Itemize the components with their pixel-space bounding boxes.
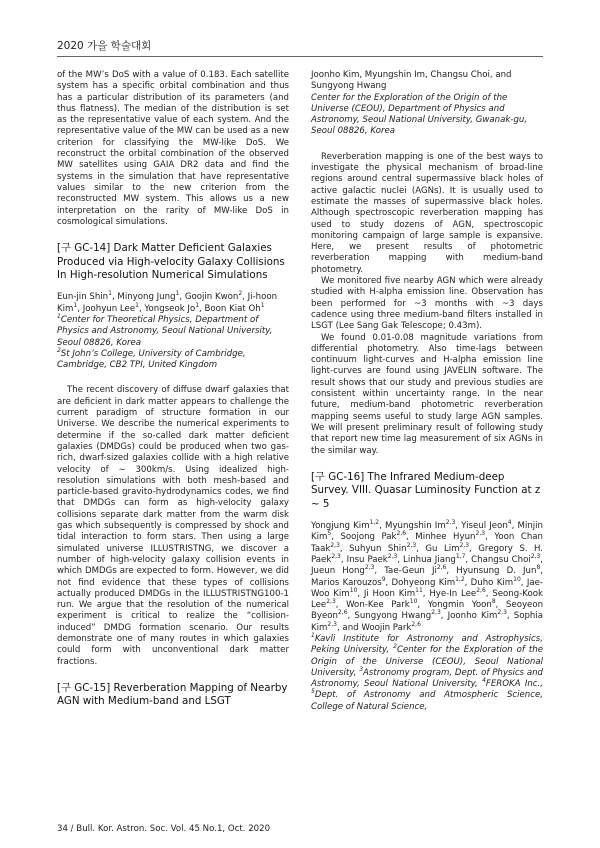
author-name-text: Sungyong Hwang (354, 611, 432, 622)
author-affil-sup: 2,3 (327, 620, 337, 628)
author-affil-sup: 2,3 (431, 609, 441, 617)
author-affil-sup: 1 (175, 290, 180, 298)
author-name (342, 620, 421, 633)
gc14-affil-2 (57, 349, 289, 372)
affil-sup: 3 (359, 666, 364, 674)
author-name-text: Yoon Chan Taak (311, 532, 544, 554)
author-name-text: Yongjung Kim (311, 521, 370, 532)
author-affil-sup: 1 (195, 301, 200, 309)
affil-text: Center for the Exploration of the Origin of the Universe (CEOU), Seoul National University, (311, 645, 543, 678)
author-name-text: Ji Hoon Kim (363, 588, 416, 599)
gc15-title: [구 GC-15] Reverberation Mapping of Nearby AGN with Medium-band and LSGT (57, 681, 288, 708)
author-affil-sup: 2 (238, 290, 243, 298)
page-footer: 34 / Bull. Kor. Astron. Soc. Vol. 45 No.1, Oct. 2020 (57, 824, 271, 834)
author-name (204, 301, 265, 314)
author-name-text: Ji-hoon Kim (57, 292, 278, 314)
author-affil-sup: 11 (415, 586, 423, 594)
author-name-text: Goojin Kwon (184, 292, 239, 303)
author-name (311, 566, 374, 576)
author-affil-sup: 2,6 (476, 586, 486, 594)
author-affil-sup: 10 (513, 575, 521, 583)
author-affil-sup: 2,3 (445, 519, 456, 527)
author-name (340, 532, 406, 542)
gc14-abstract: The recent discovery of diffuse dwarf galaxies that are deficient in dark matter appears to challenge the current paradigm of structure formation in our Universe. We describe the numerical experiments to determine if the so-called dark matter deficient galaxies (DMDGs) could be produced when two gas-rich, dwarf-sized galaxies collide with a high relative velocity of ∼ 300km/s. Using idealized high-resolution simulations with both mesh-based and particle-based gravito-hydrodynamics codes, we find that DMDGs can form as high-velocity galaxy collisions separate dark matter from the warm disk gas which subsequently is compressed by shock and tidal interaction to form stars. Then using a large simulated universe ILLUSTRISTNG, we discover a number of high-velocity galaxy collision events in which DMDGs are expected to form. However, we did not find evidence that these types of collisions actually produced DMDGs in the ILLUSTRISTNG100-1 run. We argue that the resolution of the numerical experiment is critical to realize the “collision-induced” DMDG formation scenario. Our results demonstrate one of many routes in which galaxies could form with unconventional dark matter fractions. (57, 385, 289, 667)
author-affil-sup: 4 (507, 519, 512, 527)
author-name-text: Sophia Kim (311, 611, 544, 633)
author-name-text: Minyong Jung (117, 292, 176, 303)
author-name-text: Joohyun Lee (82, 303, 136, 314)
author-name (456, 566, 540, 576)
author-name-text: Gregory S. H. Paek (311, 543, 544, 565)
author-name-text: Marios Karouzos (311, 577, 382, 588)
author-affil-sup: 2,6 (436, 564, 447, 572)
author-name-text: Yongmin Yoon (427, 600, 492, 611)
author-name (384, 566, 446, 576)
affil-sup: 2 (57, 347, 61, 354)
author-name (448, 611, 507, 621)
affil-sup: 2 (393, 643, 397, 651)
author-name-text: Dohyeong Kim (391, 577, 456, 588)
author-name-text: Jueun Hong (311, 566, 365, 577)
affil-sup: 1 (311, 632, 315, 640)
author-affil-sup: 2,6 (411, 620, 421, 628)
affil-text: Center for Theoretical Physics, Department of Physics and Astronomy, Seoul National University, Seoul 08826, Korea (57, 314, 273, 348)
author-name (415, 532, 485, 542)
gc15-authors: Joonho Kim, Myungshin Im, Changsu Choi, and Sungyong Hwang (311, 70, 512, 92)
author-affil-sup: 2,6 (396, 530, 407, 538)
affil-sup: 1 (57, 313, 61, 321)
gc16-title: [구 GC-16] The Infrared Medium-deep Survey. VIII. Quasar Luminosity Function at z ~ 5 (311, 470, 541, 510)
author-name-text: Insu Paek (346, 554, 388, 565)
gc15-para-1: Reverberation mapping is one of the best ways to investigate the physical mechanism of broad-line regions around central supermassive black holes of active galactic nuclei (AGNs). It is usually used to estimate the masses of supermassive black holes. Although spectroscopic reverberation mapping has used to study dozens of AGN, spectroscopic monitoring campaign of large sample is expansive. Here, we present results of photometric reverberation mapping with medium-band photometry. (311, 151, 543, 275)
author-name (311, 521, 379, 531)
gc15-para-3: We found 0.01-0.08 magnitude variations from differential photometry. Also time-lags between continuum light-curves and H-alpha emission line light-curves are found using JAVELIN software. The result shows that our study and previous studies are consistent within uncertainty range. In the near future, medium-band photometric reverberation mapping seems useful to study large AGN samples. We will present preliminary result of following study that report new time lag measurement of six AGNs in the similar way. (311, 332, 543, 456)
intro-paragraph: of the MW’s DoS with a value of 0.183. Each satellite system has a specific orbital combination and thus has a particular distribution of its parameters (and thus flatness). The median of the distribution is set as the representative value of each system. And the representative value of the MW can be used as a new criterion for classifying the MW-like DoS. We reconstruct the orbital combination of the observed MW satellites using GAIA DR2 data and find the systems in the simulation that have representative values similar to the new criterion from the reconstructed MW system. This allows us a new interpretation on the rarity of MW-like DoS in cosmological simulations. (57, 70, 289, 227)
author-name (354, 611, 440, 621)
gc16-authors: Yongjung Kim$^{1,2}$, Myungshin Im$^{2,3}$, Yiseul Jeon$^4$, Minjin Kim$^5$, Soojong Pak$^{2,6}$, Minhee Hyun$^{2,3}$, Yoon Chan Taak$^{2,3}$, Suhyun Shin$^{2,3}$, Gu Lim$^{2,3}$, Gregory S. H. Paek$^{2,3}$, Insu Paek$^{2,3}$, Linhua Jiang$^{1,7}$, Changsu Choi$^{2,3}$, Jueun Hong$^{2,3}$, Tae-Geun Ji$^{2,6}$, Hyunsung D. Jun$^8$, Marios Karouzos$^9$, Dohyeong Kim$^{1,2}$, Duho Kim$^{10}$, Jae-Woo Kim$^{10}$, Ji Hoon Kim$^{11}$, Hye-In Lee$^{2,6}$, Seong-Kook Lee$^{2,3}$, Won-Kee Park$^{10}$, Yongmin Yoon$^8$, Seoyeon Byeon$^{2,6}$, Sungyong Hwang$^{2,3}$, Joonho Kim$^{2,3}$, Sophia Kim$^{2,3}$, and Woojin Park$^{2,6}$ (311, 519, 544, 633)
author-affil-sup: 2,3 (406, 541, 417, 549)
author-name (471, 555, 540, 565)
author-affil-sup: 8 (491, 598, 496, 606)
author-name-text: Yongseok Jo (144, 303, 196, 314)
running-header: 2020 가을 학술대회 (57, 40, 152, 52)
gc14-authors: Eun-jin Shin$^1$, Minyong Jung$^1$, Goojin Kwon$^2$, Ji-hoon Kim$^1$, Joohyun Lee$^1$, Yongseok Jo$^1$, Boon Kiat Oh$^1$ (57, 290, 278, 314)
author-name (82, 301, 139, 314)
author-name-text: Hye-In Lee (429, 588, 477, 599)
author-name-text: Won-Kee Park (346, 600, 410, 611)
author-name (346, 600, 417, 610)
author-name-text: Jae-Woo Kim (311, 577, 544, 599)
author-affil-sup: 2,3 (331, 553, 341, 561)
gc15-affil: Center for the Exploration of the Origin of the Universe (CEOU), Department of Physics and Astronomy, Seoul National University, Gwanak-gu, Seoul 08826, Korea (311, 92, 528, 137)
author-affil-sup: 2,3 (364, 564, 375, 572)
author-name (144, 301, 200, 314)
author-name-text: Gu Lim (425, 543, 460, 554)
author-name-text: Minjin Kim (311, 521, 544, 543)
author-affil-sup: 2,3 (530, 553, 541, 561)
author-name-text: and Woojin Park (342, 622, 412, 633)
left-column (57, 70, 289, 709)
affil-sup: 4 (482, 677, 486, 685)
author-affil-sup: 8 (536, 564, 541, 572)
author-affil-sup: 1 (73, 301, 78, 309)
author-affil-sup: 2,3 (330, 541, 340, 549)
author-affil-sup: 2,3 (497, 609, 507, 617)
author-affil-sup: 10 (409, 598, 418, 606)
author-name-text: Suhyun Shin (349, 543, 407, 554)
author-name (391, 575, 465, 588)
gc14-affil-1 (57, 315, 289, 349)
author-affil-sup: 1,2 (455, 575, 465, 583)
author-affil-sup: 2,3 (459, 541, 470, 549)
author-name (117, 292, 179, 302)
author-name-text: Soojong Pak (340, 532, 397, 543)
author-name-text: Tae-Geun Ji (384, 566, 437, 577)
author-name-text: Yiseul Jeon (461, 521, 508, 532)
author-affil-sup: 1,2 (369, 519, 380, 527)
author-name-text: Duho Kim (470, 577, 514, 588)
author-affil-sup: 1 (108, 290, 112, 298)
header-rule (57, 56, 543, 57)
author-affil-sup: 1 (135, 301, 139, 309)
author-name-text: Joonho Kim (447, 611, 498, 622)
affil-text: Astronomy program, Dept. of Physics and Astronomy, Seoul National University, (311, 667, 543, 690)
affil-text: St John’s College, University of Cambridge, Cambridge, CB2 TPI, United Kingdom (57, 348, 246, 371)
author-name-text: Minhee Hyun (415, 532, 476, 543)
author-name-text: Changsu Choi (471, 554, 531, 565)
author-name-text: Boon Kiat Oh (204, 303, 261, 314)
author-affil-sup: 2,3 (326, 598, 336, 606)
author-affil-sup: 2,3 (475, 530, 486, 538)
author-name (429, 586, 486, 599)
author-affil-sup: 2,6 (337, 609, 348, 617)
gc16-affils (311, 634, 543, 713)
author-affil-sup: 1 (260, 301, 265, 309)
right-column (311, 70, 543, 713)
gc15-para-2: We monitored five nearby AGN which were already studied with H-alpha emission line. Observation has been performed for ~3 months with ~3 days cadence using three medium-band filters installed in LSGT (Lee Sang Gak Telescope; 0.43m). (311, 276, 543, 332)
author-name-text: Linhua Jiang (403, 554, 456, 565)
author-name-text: Eun-jin Shin (57, 292, 109, 303)
author-affil-sup: 1,7 (455, 553, 466, 561)
author-name (311, 575, 386, 588)
gc14-title: [구 GC-14] Dark Matter Deficient Galaxies Produced via High-velocity Galaxy Collisions In High-resolution Numerical Simulations (57, 242, 285, 281)
affil-sup: 5 (311, 688, 315, 696)
affil-text: Dept. of Astronomy and Atmospheric Science, College of Natural Science, (311, 690, 543, 712)
author-affil-sup: 10 (349, 586, 358, 594)
affil-text: Kavli Institute for Astronomy and Astrophysics, Peking University, (311, 633, 543, 656)
author-affil-sup: 2,3 (387, 553, 398, 561)
author-name (403, 555, 465, 565)
author-name-text: Hyunsung D. Jun (456, 566, 537, 577)
author-name (461, 521, 511, 531)
author-name-text: Seong-Kook Lee (311, 588, 543, 611)
author-name (185, 292, 242, 302)
author-name (57, 292, 112, 302)
author-affil-sup: 9 (381, 575, 386, 583)
author-name-text: Myungshin Im (385, 521, 446, 532)
author-name-text: Seoyeon Byeon (311, 600, 544, 622)
author-affil-sup: 5 (327, 530, 332, 538)
author-name (349, 541, 417, 554)
affil-text: FEROKA Inc., (485, 679, 543, 690)
